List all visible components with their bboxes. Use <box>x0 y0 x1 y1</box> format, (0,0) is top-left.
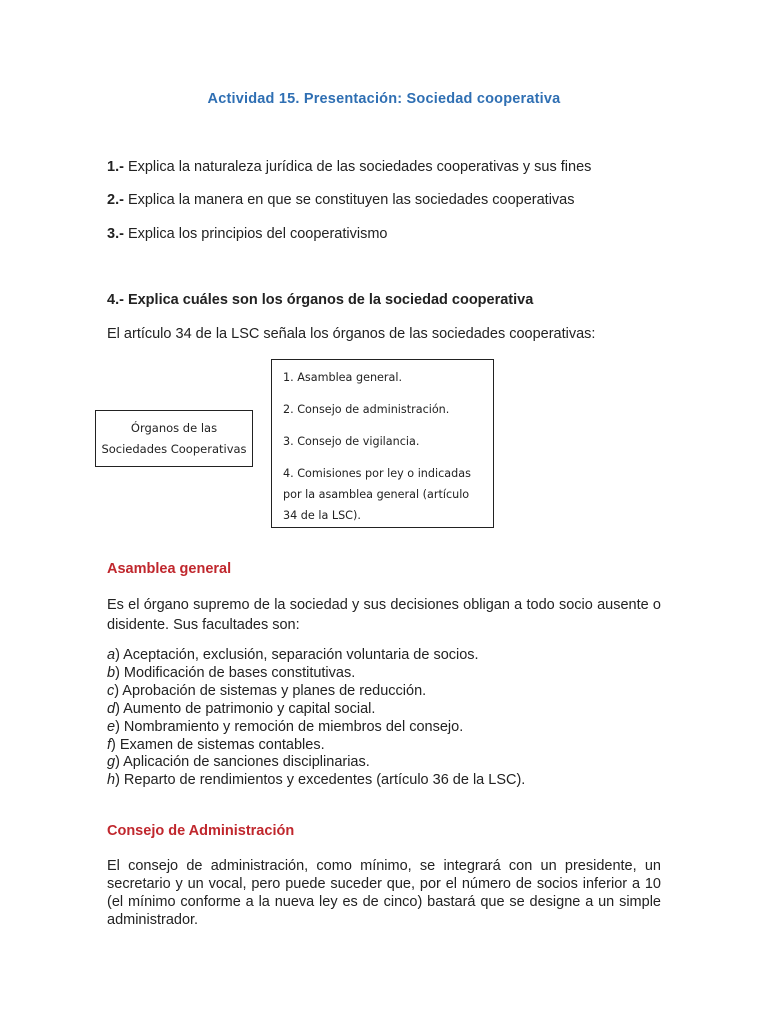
diagram-root-label-line2: Sociedades Cooperativas <box>101 441 247 456</box>
list-item: a) Aceptación, exclusión, separación voluntaria de socios. <box>107 647 479 663</box>
organ-item: 1. Asamblea general. <box>283 371 403 384</box>
question-text: Explica los principios del cooperativismo <box>123 226 388 242</box>
organ-item: 4. Comisiones por ley o indicadas por la asamblea general (artículo 34 de la LSC). <box>283 467 471 522</box>
organ-item: 2. Consejo de administración. <box>283 403 450 416</box>
organs-diagram-list-box <box>271 359 494 528</box>
consejo-paragraph: El consejo de administración, como mínimo, se integrará con un presidente, un secretario y un vocal, pero puede suceder que, por el número de socios inferior a 10 (el mínimo conforme a la nueva ley es de cinco) bastará que se designe a un simple administrador. <box>107 858 661 928</box>
list-item: f) Examen de sistemas contables. <box>107 736 325 753</box>
diagram-root-label-line1: Órganos de las <box>130 420 218 435</box>
section-heading-asamblea: Asamblea general <box>107 561 232 577</box>
organ-item: 3. Consejo de vigilancia. <box>283 435 420 448</box>
question-text: Explica la manera en que se constituyen las sociedades cooperativas <box>123 192 575 208</box>
list-item: c) Aprobación de sistemas y planes de reducción. <box>107 682 427 699</box>
question-1 <box>107 159 591 175</box>
question-4-heading: 4.- Explica cuáles son los órganos de la sociedad cooperativa <box>107 292 534 308</box>
list-item: b) Modificación de bases constitutivas. <box>107 664 356 681</box>
section-heading-consejo: Consejo de Administración <box>107 823 295 839</box>
organs-diagram-root-box <box>95 410 253 467</box>
question-2 <box>107 192 575 208</box>
intro-paragraph: El artículo 34 de la LSC señala los órganos de las sociedades cooperativas: <box>107 326 596 342</box>
asamblea-faculties-list <box>107 647 525 790</box>
list-item: g) Aplicación de sanciones disciplinarias. <box>107 754 370 771</box>
question-number: 1.- <box>107 159 124 175</box>
list-item: e) Nombramiento y remoción de miembros del consejo. <box>107 718 464 735</box>
page-title: Actividad 15. Presentación: Sociedad cooperativa <box>207 91 561 107</box>
question-number: 3.- <box>107 226 124 242</box>
list-item: d) Aumento de patrimonio y capital social. <box>107 700 376 717</box>
asamblea-paragraph: Es el órgano supremo de la sociedad y sus decisiones obligan a todo socio ausente o disidente. Sus facultades son: <box>107 597 661 633</box>
question-number: 2.- <box>107 192 124 208</box>
question-3 <box>107 226 387 242</box>
list-item: h) Reparto de rendimientos y excedentes (artículo 36 de la LSC). <box>107 772 526 789</box>
question-text: Explica la naturaleza jurídica de las sociedades cooperativas y sus fines <box>123 159 592 175</box>
